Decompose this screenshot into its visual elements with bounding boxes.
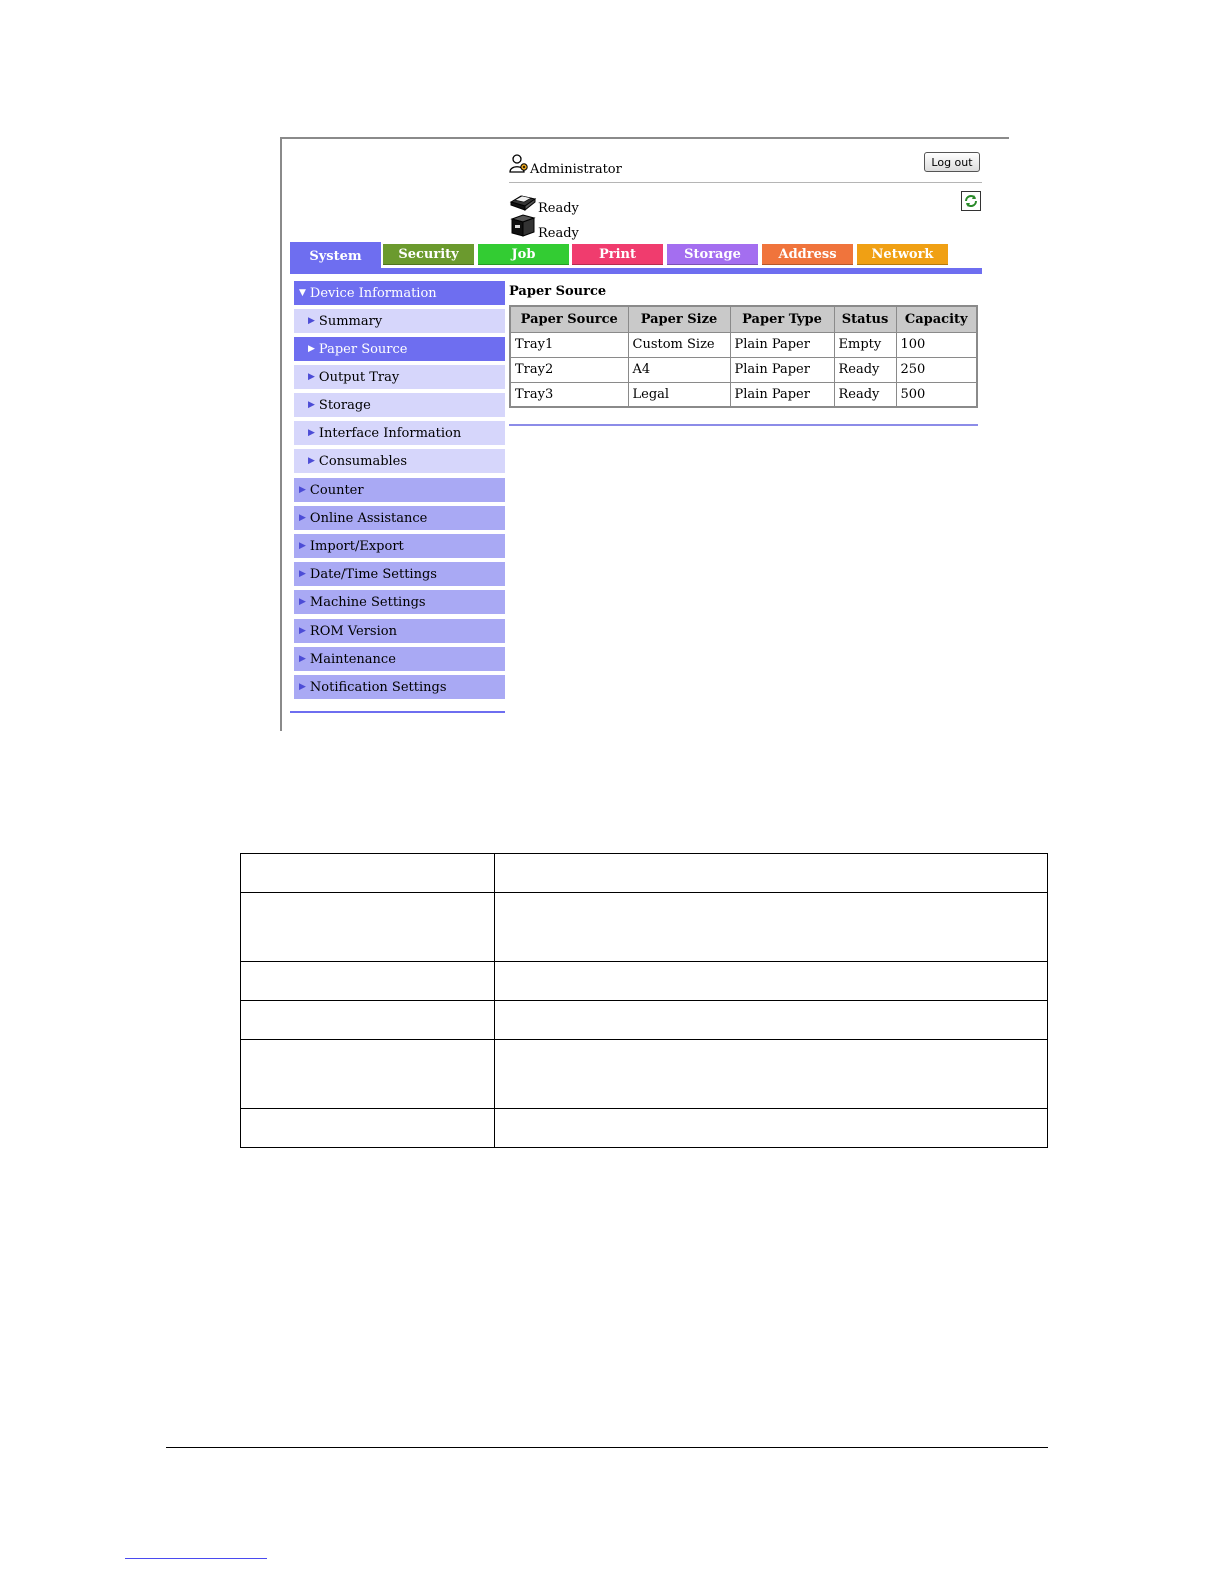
table-cell (495, 962, 1048, 1001)
menu-item-paper-source[interactable]: ▶ Paper Source (294, 337, 505, 361)
menu-item-output-tray[interactable]: ▶ Output Tray (294, 365, 505, 389)
table-row (510, 382, 977, 407)
table-cell: A4 (628, 357, 730, 382)
table-cell: Plain Paper (730, 382, 834, 407)
table-cell (495, 893, 1048, 962)
table-header-row (510, 306, 977, 332)
menu-item-maintenance[interactable]: ▶ Maintenance (294, 647, 505, 671)
tab-address[interactable]: Address (762, 244, 853, 265)
tab-job[interactable]: Job (478, 244, 569, 265)
chevron-right-icon: ▶ (299, 654, 306, 664)
chevron-right-icon: ▶ (299, 513, 306, 523)
page-title: Paper Source (509, 284, 607, 299)
table-cell: Tray3 (510, 382, 628, 407)
chevron-right-icon: ▶ (299, 682, 306, 692)
column-header: Paper Size (628, 306, 730, 332)
description-table (240, 853, 1048, 1148)
table-row (241, 893, 1048, 962)
frame-border-top (280, 137, 1009, 139)
table-cell: Custom Size (628, 332, 730, 357)
menu-bottom-divider (290, 711, 505, 713)
table-cell (241, 962, 495, 1001)
table-cell (495, 854, 1048, 893)
device-status (509, 217, 579, 241)
column-header: Capacity (896, 306, 977, 332)
column-header: Paper Type (730, 306, 834, 332)
chevron-right-icon: ▶ (308, 400, 315, 410)
tab-network[interactable]: Network (857, 244, 948, 265)
tab-system[interactable]: System (290, 242, 381, 272)
footer-link-underline (125, 1558, 267, 1559)
menu-item-online-assistance[interactable]: ▶ Online Assistance (294, 506, 505, 530)
chevron-right-icon: ▶ (299, 485, 306, 495)
device-status-text: Ready (538, 226, 579, 241)
user-label: Administrator (530, 162, 622, 177)
administrator-icon (509, 153, 529, 177)
chevron-right-icon: ▶ (299, 569, 306, 579)
web-console-screenshot (280, 137, 1010, 731)
table-row (241, 1001, 1048, 1040)
table-cell: Plain Paper (730, 332, 834, 357)
table-row (510, 357, 977, 382)
table-cell (241, 1040, 495, 1109)
chevron-right-icon: ▶ (308, 344, 315, 354)
menu-item-consumables[interactable]: ▶ Consumables (294, 449, 505, 473)
frame-border-left (280, 137, 282, 731)
footer-divider (166, 1447, 1048, 1448)
table-cell (241, 854, 495, 893)
user-info (509, 153, 622, 177)
printer-status-text: Ready (538, 201, 579, 216)
menu-item-import-export[interactable]: ▶ Import/Export (294, 534, 505, 558)
menu-item-rom-version[interactable]: ▶ ROM Version (294, 619, 505, 643)
table-row (510, 332, 977, 357)
menu-item-date-time-settings[interactable]: ▶ Date/Time Settings (294, 562, 505, 586)
multifunction-device-icon (509, 213, 537, 241)
table-row (241, 854, 1048, 893)
chevron-right-icon: ▶ (308, 428, 315, 438)
table-cell: Plain Paper (730, 357, 834, 382)
table-cell: Ready (834, 382, 896, 407)
menu-item-storage[interactable]: ▶ Storage (294, 393, 505, 417)
table-cell: Legal (628, 382, 730, 407)
table-cell (495, 1040, 1048, 1109)
content-bottom-divider (509, 424, 978, 426)
table-cell (241, 1109, 495, 1148)
menu-item-machine-settings[interactable]: ▶ Machine Settings (294, 590, 505, 614)
header-divider (509, 182, 982, 183)
menu-item-interface-information[interactable]: ▶ Interface Information (294, 421, 505, 445)
table-cell: Tray2 (510, 357, 628, 382)
table-cell: 500 (896, 382, 977, 407)
paper-source-table (509, 305, 978, 408)
menu-item-notification-settings[interactable]: ▶ Notification Settings (294, 675, 505, 699)
chevron-right-icon: ▶ (299, 626, 306, 636)
chevron-right-icon: ▶ (308, 316, 315, 326)
table-cell: 100 (896, 332, 977, 357)
menu-item-counter[interactable]: ▶ Counter (294, 478, 505, 502)
table-cell: Tray1 (510, 332, 628, 357)
menu-item-summary[interactable]: ▶ Summary (294, 309, 505, 333)
chevron-right-icon: ▶ (308, 372, 315, 382)
tab-bar-underline (290, 268, 982, 274)
chevron-right-icon: ▶ (299, 541, 306, 551)
chevron-down-icon: ▼ (299, 288, 306, 298)
tab-storage[interactable]: Storage (667, 244, 758, 265)
table-cell (495, 1109, 1048, 1148)
menu-item-device-information[interactable]: ▼ Device Information (294, 281, 505, 305)
refresh-icon[interactable] (961, 191, 981, 211)
table-row (241, 1109, 1048, 1148)
logout-button[interactable]: Log out (924, 152, 980, 172)
table-cell (241, 1001, 495, 1040)
tab-security[interactable]: Security (383, 244, 474, 265)
column-header: Status (834, 306, 896, 332)
table-cell (495, 1001, 1048, 1040)
table-cell: 250 (896, 357, 977, 382)
table-row (241, 1040, 1048, 1109)
table-cell: Ready (834, 357, 896, 382)
tab-print[interactable]: Print (572, 244, 663, 265)
chevron-right-icon: ▶ (308, 456, 315, 466)
table-row (241, 962, 1048, 1001)
table-cell: Empty (834, 332, 896, 357)
column-header: Paper Source (510, 306, 628, 332)
chevron-right-icon: ▶ (299, 597, 306, 607)
table-cell (241, 893, 495, 962)
